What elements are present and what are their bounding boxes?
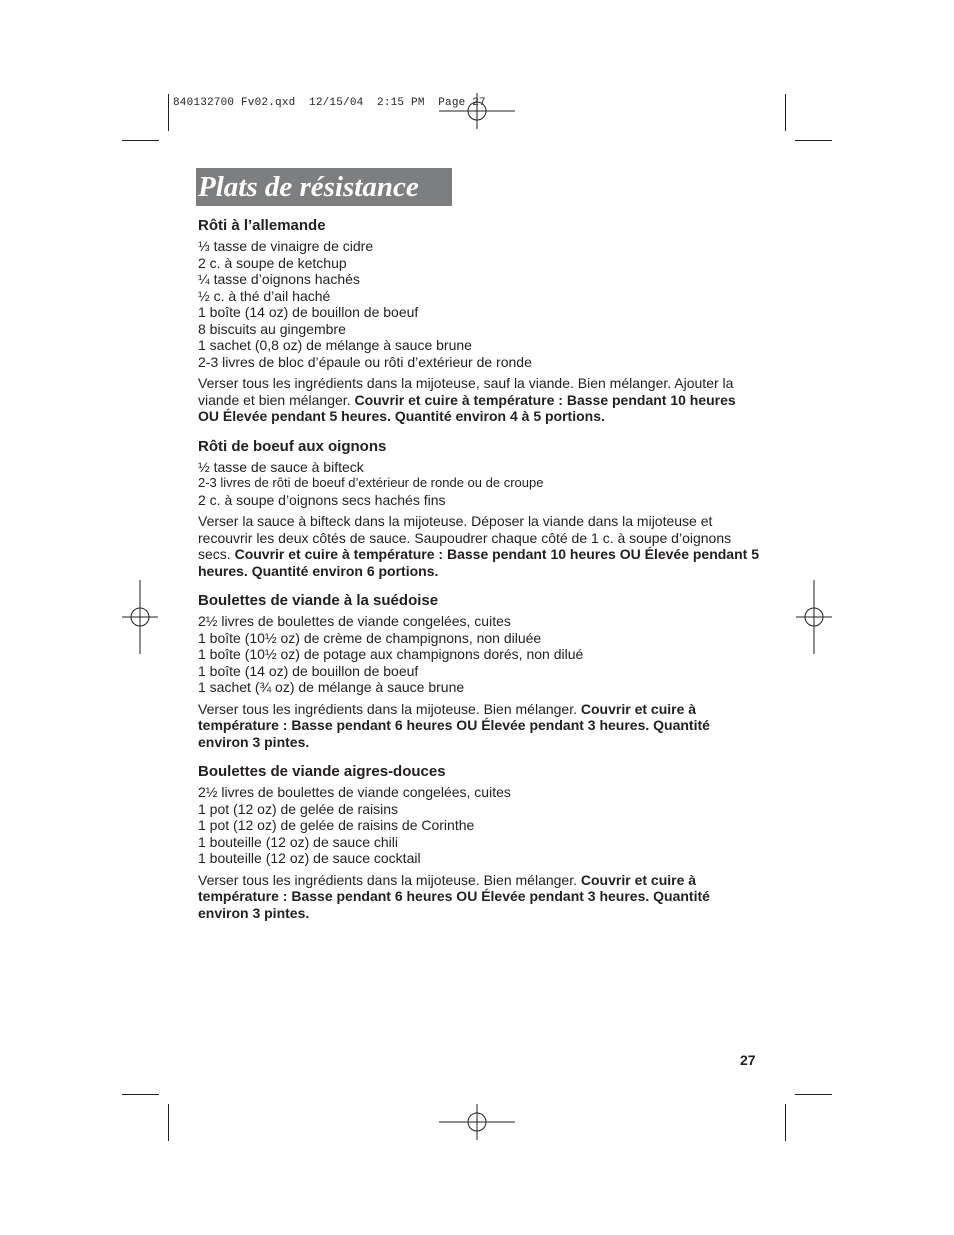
ingredient: 1 boîte (10½ oz) de crème de champignons, non diluée	[198, 629, 542, 646]
recipe-title: Boulettes de viande aigres-douces	[198, 763, 446, 780]
instructions-text: Verser tous les ingrédients dans la mijoteuse. Bien mélanger.	[198, 871, 581, 888]
ingredient-list	[198, 613, 760, 696]
ingredient: 8 biscuits au gingembre	[198, 320, 346, 337]
ingredient: ⅓ tasse de vinaigre de cidre	[198, 238, 374, 254]
ingredient: 1 pot (12 oz) de gelée de raisins	[198, 800, 399, 817]
ingredient-list	[198, 459, 760, 509]
recipe-title: Rôti à l’allemande	[198, 217, 326, 234]
recipe-instructions	[198, 513, 760, 579]
cooking-directions: Couvrir et cuire à température : Basse pendant 10 heures OU Élevée pendant 5 heures. Quantité environ 6 portions.	[198, 546, 759, 579]
section-title-banner	[196, 168, 452, 206]
ingredient: 2-3 livres de bloc d’épaule ou rôti d’extérieur de ronde	[198, 353, 532, 370]
instructions-text: Verser la sauce à bifteck dans la mijoteuse. Déposer la viande dans la mijoteuse et recouvrir les deux côtés de sauce. Saupoudrer chaque côté de 1 c. à soupe d’oignons secs.	[198, 513, 732, 562]
recipe-instructions	[198, 375, 760, 425]
crop-mark-bottom-right-vertical	[785, 1104, 786, 1141]
print-slug: 840132700 Fv02.qxd 12/15/04 2:15 PM Page 27	[173, 97, 486, 109]
ingredient-list	[198, 784, 760, 867]
ingredient-list	[198, 238, 760, 370]
ingredient: 2 c. à soupe de ketchup	[198, 254, 347, 271]
ingredient: ½ c. à thé d’ail haché	[198, 287, 331, 304]
cooking-directions: Couvrir et cuire à température : Basse pendant 10 heures OU Élevée pendant 5 heures. Quantité environ 4 à 5 portions.	[198, 391, 736, 424]
registration-mark-top	[439, 93, 515, 129]
ingredient: 1 boîte (10½ oz) de potage aux champignons dorés, non dilué	[198, 646, 584, 662]
ingredient: 1 pot (12 oz) de gelée de raisins de Corinthe	[198, 817, 475, 833]
recipe-instructions	[198, 701, 760, 751]
ingredient: ½ tasse de sauce à bifteck	[198, 458, 364, 475]
ingredient: 2-3 livres de rôti de boeuf d’extérieur de ronde ou de croupe	[198, 475, 544, 490]
ingredient: 1 boîte (14 oz) de bouillon de boeuf	[198, 304, 419, 320]
recipe	[198, 591, 760, 750]
crop-mark-top-right-horizontal	[795, 140, 832, 141]
recipe-list	[198, 216, 760, 933]
instructions-text: Verser tous les ingrédients dans la mijoteuse. Bien mélanger.	[198, 700, 581, 717]
ingredient: 2 c. à soupe d’oignons secs hachés fins	[198, 491, 446, 508]
registration-mark-bottom	[439, 1104, 515, 1140]
crop-mark-top-left-horizontal	[122, 140, 159, 141]
recipe	[198, 437, 760, 580]
ingredient: 1 bouteille (12 oz) de sauce chili	[198, 833, 399, 850]
recipe-title: Boulettes de viande à la suédoise	[198, 592, 439, 609]
crop-mark-bottom-left-horizontal	[122, 1094, 159, 1095]
registration-mark-right	[796, 580, 832, 654]
instructions-text: Verser tous les ingrédients dans la mijoteuse, sauf la viande. Bien mélanger. Ajouter la viande et bien mélanger.	[198, 375, 734, 408]
ingredient: 2½ livres de boulettes de viande congelées, cuites	[198, 784, 511, 800]
recipe	[198, 216, 760, 425]
cooking-directions: Couvrir et cuire à température : Basse pendant 6 heures OU Élevée pendant 3 heures. Quantité environ 3 pintes.	[198, 700, 710, 750]
crop-mark-top-left-vertical	[168, 94, 169, 131]
registration-mark-left	[122, 580, 158, 654]
crop-mark-top-right-vertical	[785, 94, 786, 131]
ingredient: 1 sachet (¾ oz) de mélange à sauce brune	[198, 679, 465, 695]
ingredient: 1 bouteille (12 oz) de sauce cocktail	[198, 850, 421, 866]
page-title: Plats de résistance	[198, 170, 419, 203]
recipe	[198, 762, 760, 921]
ingredient: 1 sachet (0,8 oz) de mélange à sauce brune	[198, 337, 472, 353]
ingredient: 2½ livres de boulettes de viande congelées, cuites	[198, 613, 511, 629]
ingredient: 1 boîte (14 oz) de bouillon de boeuf	[198, 662, 419, 679]
page-number: 27	[740, 1052, 756, 1068]
recipe-instructions	[198, 872, 760, 922]
cooking-directions: Couvrir et cuire à température : Basse pendant 6 heures OU Élevée pendant 3 heures. Quantité environ 3 pintes.	[198, 871, 710, 921]
crop-mark-bottom-left-vertical	[168, 1104, 169, 1141]
ingredient: ¼ tasse d’oignons hachés	[198, 271, 360, 287]
recipe-title: Rôti de boeuf aux oignons	[198, 437, 387, 455]
crop-mark-bottom-right-horizontal	[795, 1094, 832, 1095]
